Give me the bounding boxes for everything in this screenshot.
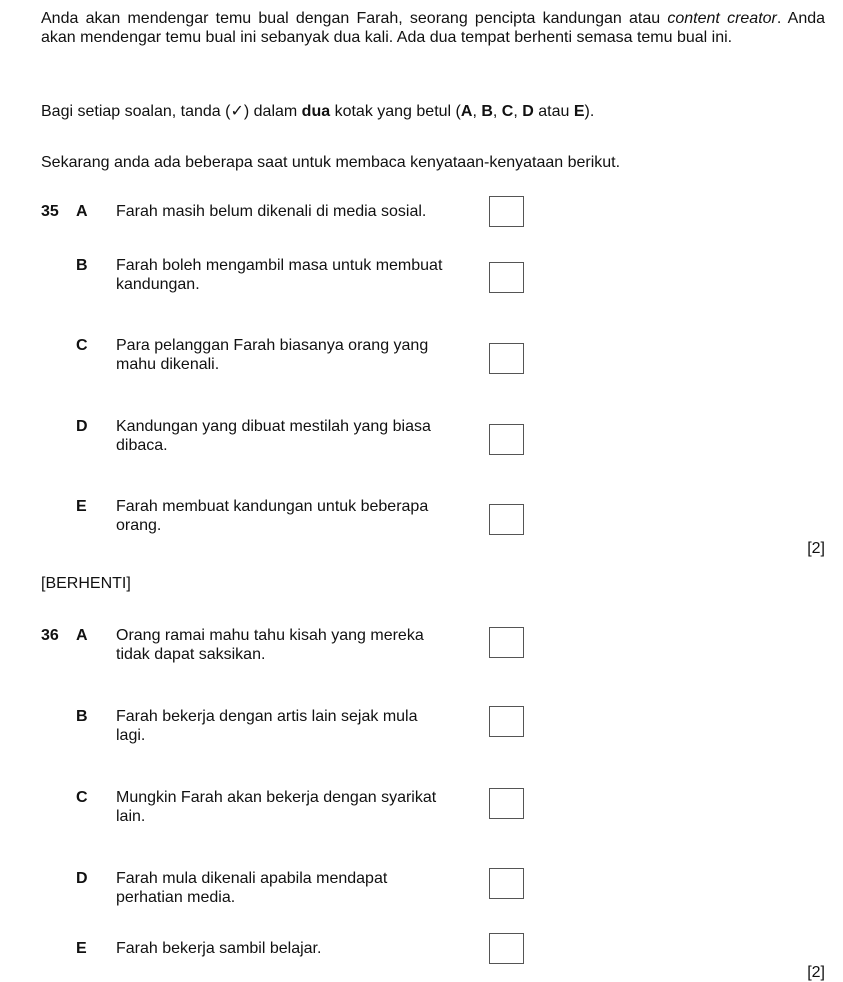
option-letter: B bbox=[76, 257, 88, 274]
reading-instruction: Sekarang anda ada beberapa saat untuk membaca kenyataan-kenyataan berikut. bbox=[41, 154, 621, 171]
letter: D bbox=[522, 103, 534, 120]
answer-checkbox[interactable] bbox=[489, 343, 524, 374]
letter: E bbox=[573, 103, 585, 120]
option-text: Farah bekerja dengan artis lain sejak mula lagi. bbox=[116, 708, 418, 744]
letter: B bbox=[481, 103, 493, 120]
pause-label: [BERHENTI] bbox=[41, 575, 131, 592]
option-text: Farah membuat kandungan untuk beberapa orang. bbox=[116, 498, 429, 534]
option-text: Kandungan yang dibuat mestilah yang biasa dibaca. bbox=[116, 418, 431, 454]
answer-checkbox[interactable] bbox=[489, 706, 524, 737]
answer-checkbox[interactable] bbox=[489, 262, 524, 293]
option-text: Farah bekerja sambil belajar. bbox=[116, 940, 322, 957]
option-letter: C bbox=[76, 337, 88, 354]
sep: ). bbox=[584, 103, 595, 120]
option-text: Farah masih belum dikenali di media sosial. bbox=[116, 203, 427, 220]
option-text: Orang ramai mahu tahu kisah yang mereka tidak dapat saksikan. bbox=[116, 627, 424, 663]
option-letter: A bbox=[76, 627, 88, 644]
answer-checkbox[interactable] bbox=[489, 868, 524, 899]
intro-text: Anda akan mendengar temu bual dengan Farah, seorang pencipta kandungan atau bbox=[41, 10, 668, 27]
sep: atau bbox=[533, 103, 574, 120]
intro-italic: content creator bbox=[667, 10, 777, 27]
instruction bbox=[41, 102, 594, 121]
option-letter: E bbox=[76, 498, 87, 515]
option-text: Para pelanggan Farah biasanya orang yang mahu dikenali. bbox=[116, 337, 429, 373]
answer-checkbox[interactable] bbox=[489, 504, 524, 535]
option-letter: D bbox=[76, 418, 88, 435]
sep: , bbox=[513, 103, 523, 120]
question-number: 36 bbox=[41, 627, 59, 644]
option-text: Farah boleh mengambil masa untuk membuat kandungan. bbox=[116, 257, 443, 293]
answer-checkbox[interactable] bbox=[489, 788, 524, 819]
option-text: Farah mula dikenali apabila mendapat perhatian media. bbox=[116, 870, 388, 906]
option-letter: C bbox=[76, 789, 88, 806]
instruction-text: kotak yang betul ( bbox=[330, 103, 461, 120]
answer-checkbox[interactable] bbox=[489, 627, 524, 658]
instruction-bold: dua bbox=[301, 103, 331, 120]
option-text: Mungkin Farah akan bekerja dengan syarikat lain. bbox=[116, 789, 437, 825]
intro-text-end: . Anda akan mendengar temu bual ini sebanyak dua kali. Ada dua tempat berhenti semasa temu bual ini. bbox=[41, 10, 826, 46]
letter: C bbox=[501, 103, 514, 120]
answer-checkbox[interactable] bbox=[489, 196, 524, 227]
answer-checkbox[interactable] bbox=[489, 424, 524, 455]
marks-label: [2] bbox=[807, 540, 825, 557]
sep: , bbox=[472, 103, 482, 120]
option-letter: A bbox=[76, 203, 88, 220]
sep: , bbox=[492, 103, 502, 120]
option-letter: E bbox=[76, 940, 87, 957]
answer-checkbox[interactable] bbox=[489, 933, 524, 964]
letter: A bbox=[460, 103, 473, 120]
intro-paragraph bbox=[41, 9, 825, 47]
option-letter: B bbox=[76, 708, 88, 725]
option-letter: D bbox=[76, 870, 88, 887]
question-number: 35 bbox=[41, 203, 59, 220]
instruction-text: Bagi setiap soalan, tanda (✓) dalam bbox=[41, 103, 302, 120]
marks-label: [2] bbox=[807, 964, 825, 981]
